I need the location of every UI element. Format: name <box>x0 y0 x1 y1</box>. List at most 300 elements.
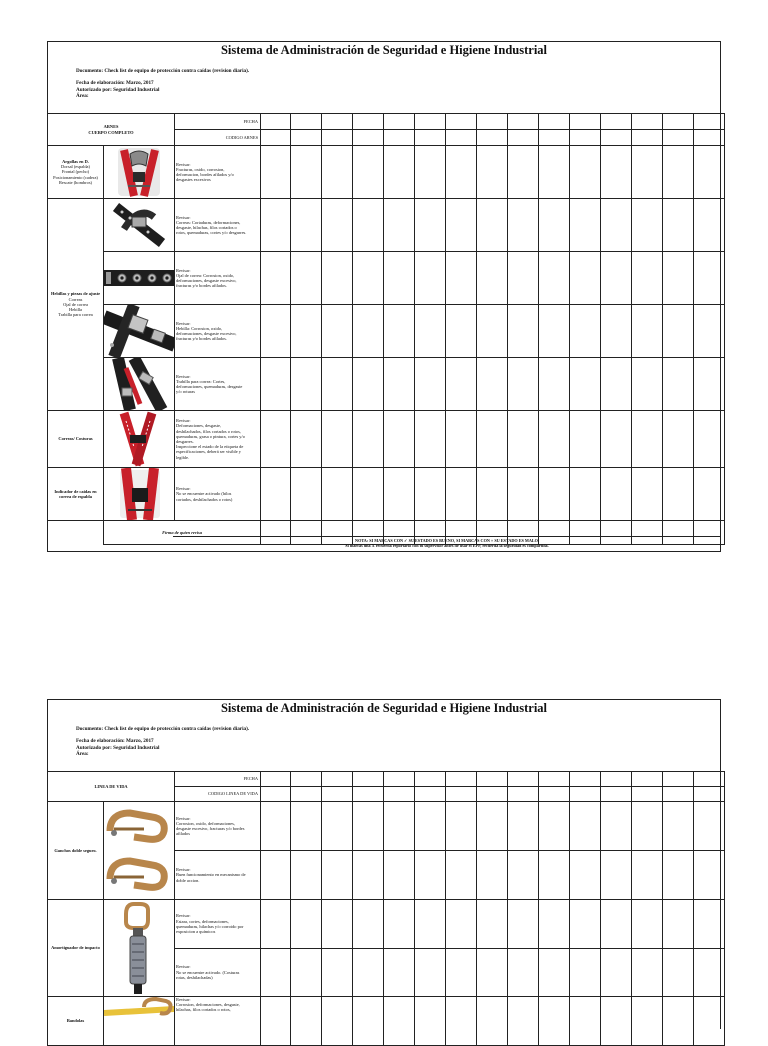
check-cell[interactable] <box>384 146 415 199</box>
review-line: doble accion. <box>176 877 200 883</box>
check-cell[interactable] <box>539 900 570 949</box>
check-cell[interactable] <box>632 199 663 252</box>
fecha-label: FECHA <box>175 114 261 130</box>
section-title-line1: ARNES <box>103 124 119 130</box>
check-cell[interactable] <box>261 146 291 199</box>
check-cell[interactable] <box>508 468 539 521</box>
check-cell[interactable] <box>446 802 477 851</box>
check-cell[interactable] <box>601 851 632 900</box>
check-cell[interactable] <box>353 146 384 199</box>
check-cell[interactable] <box>353 199 384 252</box>
check-cell[interactable] <box>322 252 353 305</box>
check-cell[interactable] <box>632 468 663 521</box>
codigo-cell[interactable] <box>601 130 632 146</box>
review-line: Revisar: <box>176 267 191 273</box>
check-cell[interactable] <box>353 851 384 900</box>
check-cell[interactable] <box>261 802 291 851</box>
codigo-cell[interactable] <box>384 130 415 146</box>
check-cell[interactable] <box>322 468 353 521</box>
check-cell[interactable] <box>694 199 725 252</box>
check-cell[interactable] <box>261 948 291 997</box>
check-cell[interactable] <box>539 411 570 468</box>
check-cell[interactable] <box>508 851 539 900</box>
check-cell[interactable] <box>353 358 384 411</box>
review-line: Revisar: <box>176 486 191 492</box>
snap-hook-icon <box>104 803 175 899</box>
check-cell[interactable] <box>694 468 725 521</box>
fecha-cell[interactable] <box>384 772 415 787</box>
check-cell[interactable] <box>322 358 353 411</box>
check-cell[interactable] <box>539 146 570 199</box>
check-cell[interactable] <box>570 358 601 411</box>
codigo-cell[interactable] <box>539 130 570 146</box>
check-cell[interactable] <box>353 802 384 851</box>
check-cell[interactable] <box>322 305 353 358</box>
check-cell[interactable] <box>446 305 477 358</box>
review-line: deformaciones, desgaste excesivo, <box>176 278 237 283</box>
checklist-sheet-linea-de-vida <box>47 699 721 1029</box>
codigo-cell[interactable] <box>322 787 353 802</box>
check-cell[interactable] <box>477 199 508 252</box>
section-title-line2: CUERPO COMPLETO <box>88 129 134 135</box>
check-cell[interactable] <box>291 305 322 358</box>
codigo-cell[interactable] <box>446 130 477 146</box>
review-line: Trabilla para correa: Cortes, <box>176 378 226 384</box>
check-cell[interactable] <box>539 802 570 851</box>
stitching-image <box>104 411 175 468</box>
check-cell[interactable] <box>663 252 694 305</box>
check-cell[interactable] <box>694 851 725 900</box>
review-line: Correas: Cortaduras, deformaciones, <box>176 219 241 225</box>
check-cell[interactable] <box>570 997 601 1046</box>
check-cell[interactable] <box>601 305 632 358</box>
check-cell[interactable] <box>632 252 663 305</box>
check-cell[interactable] <box>322 146 353 199</box>
check-cell[interactable] <box>694 252 725 305</box>
review-cell <box>175 948 261 997</box>
check-cell[interactable] <box>261 252 291 305</box>
codigo-cell[interactable] <box>353 787 384 802</box>
group-sub-line: Posicionamiento (cadera) <box>53 174 98 180</box>
check-cell[interactable] <box>291 146 322 199</box>
check-cell[interactable] <box>570 948 601 997</box>
check-cell[interactable] <box>632 997 663 1046</box>
check-cell[interactable] <box>477 411 508 468</box>
check-cell[interactable] <box>601 146 632 199</box>
check-cell[interactable] <box>694 146 725 199</box>
group-argollas <box>48 146 104 199</box>
check-cell[interactable] <box>353 900 384 949</box>
check-cell[interactable] <box>384 358 415 411</box>
review-cell <box>175 252 261 305</box>
check-cell[interactable] <box>384 305 415 358</box>
check-cell[interactable] <box>446 252 477 305</box>
review-line: Revisar: <box>176 997 191 1002</box>
review-line: desgaste, hilachas, filos cortados o <box>176 225 237 230</box>
codigo-cell[interactable] <box>291 787 322 802</box>
fecha-cell[interactable] <box>446 772 477 787</box>
codigo-cell[interactable] <box>261 130 291 146</box>
check-cell[interactable] <box>261 358 291 411</box>
check-cell[interactable] <box>291 199 322 252</box>
check-cell[interactable] <box>415 802 446 851</box>
fecha-cell[interactable] <box>477 114 508 130</box>
check-cell[interactable] <box>632 305 663 358</box>
check-cell[interactable] <box>415 252 446 305</box>
check-cell[interactable] <box>508 146 539 199</box>
check-cell[interactable] <box>570 252 601 305</box>
fecha-cell[interactable] <box>384 114 415 130</box>
fecha-cell[interactable] <box>322 772 353 787</box>
fecha-cell[interactable] <box>291 114 322 130</box>
strap-buckle-icon <box>104 199 175 251</box>
check-cell[interactable] <box>477 948 508 997</box>
check-cell[interactable] <box>384 851 415 900</box>
check-cell[interactable] <box>508 997 539 1046</box>
check-cell[interactable] <box>322 997 353 1046</box>
check-cell[interactable] <box>261 900 291 949</box>
check-cell[interactable] <box>570 900 601 949</box>
review-line: Corrosion, deformaciones, desgaste, <box>176 1002 240 1008</box>
group-bandolas: Bandolas <box>48 997 104 1046</box>
review-cell <box>175 851 261 900</box>
check-cell[interactable] <box>663 900 694 949</box>
check-cell[interactable] <box>353 305 384 358</box>
fecha-cell[interactable] <box>663 114 694 130</box>
check-cell[interactable] <box>291 358 322 411</box>
check-cell[interactable] <box>663 948 694 997</box>
group-sub-line: Frontal (pecho) <box>61 169 90 175</box>
document-info <box>76 726 249 758</box>
check-cell[interactable] <box>663 411 694 468</box>
check-cell[interactable] <box>539 358 570 411</box>
group-indicador: Indicador de caídas en correa de espalda <box>48 468 104 521</box>
review-line: deformacion, bordes afilados y/o <box>176 172 234 177</box>
fecha-cell[interactable] <box>601 772 632 787</box>
fecha-cell[interactable] <box>570 772 601 787</box>
check-cell[interactable] <box>384 900 415 949</box>
fecha-cell[interactable] <box>353 772 384 787</box>
check-cell[interactable] <box>446 358 477 411</box>
check-cell[interactable] <box>322 411 353 468</box>
fecha-cell[interactable] <box>663 772 694 787</box>
group-sub-line: Dorsal (espalda) <box>61 164 90 170</box>
codigo-cell[interactable] <box>508 787 539 802</box>
check-cell[interactable] <box>446 997 477 1046</box>
check-cell[interactable] <box>322 851 353 900</box>
check-cell[interactable] <box>291 997 322 1046</box>
check-cell[interactable] <box>632 900 663 949</box>
codigo-cell[interactable] <box>508 130 539 146</box>
check-cell[interactable] <box>446 900 477 949</box>
check-cell[interactable] <box>570 411 601 468</box>
check-cell[interactable] <box>539 468 570 521</box>
check-cell[interactable] <box>539 948 570 997</box>
check-cell[interactable] <box>508 305 539 358</box>
check-cell[interactable] <box>415 997 446 1046</box>
fecha-cell[interactable] <box>353 114 384 130</box>
check-cell[interactable] <box>694 305 725 358</box>
document-name: Documento: Check list de equipo de protección contra caídas (revision diaria). <box>76 726 250 732</box>
review-cell <box>175 900 261 949</box>
fecha-cell[interactable] <box>477 772 508 787</box>
codigo-cell[interactable] <box>570 787 601 802</box>
footer-note <box>174 538 720 548</box>
review-line: Revisar: <box>176 373 191 379</box>
codigo-cell[interactable] <box>384 787 415 802</box>
group-sub-line: Hebilla <box>69 307 82 313</box>
check-cell[interactable] <box>663 358 694 411</box>
check-cell[interactable] <box>353 948 384 997</box>
check-cell[interactable] <box>353 997 384 1046</box>
check-cell[interactable] <box>261 305 291 358</box>
check-cell[interactable] <box>601 358 632 411</box>
check-cell[interactable] <box>477 252 508 305</box>
check-cell[interactable] <box>322 199 353 252</box>
check-cell[interactable] <box>415 411 446 468</box>
fecha-cell[interactable] <box>694 772 725 787</box>
check-cell[interactable] <box>322 802 353 851</box>
check-cell[interactable] <box>601 468 632 521</box>
codigo-label: CODIGO LINEA DE VIDA <box>175 787 261 802</box>
fecha-cell[interactable] <box>539 772 570 787</box>
group-hebillas <box>48 199 104 411</box>
check-cell[interactable] <box>601 252 632 305</box>
check-cell[interactable] <box>384 948 415 997</box>
check-cell[interactable] <box>415 358 446 411</box>
check-cell[interactable] <box>694 802 725 851</box>
check-cell[interactable] <box>384 468 415 521</box>
review-line: deformaciones, desgaste excesivo, <box>176 331 237 336</box>
check-cell[interactable] <box>291 252 322 305</box>
check-cell[interactable] <box>477 802 508 851</box>
fecha-cell[interactable] <box>570 114 601 130</box>
strap-keeper-image <box>104 358 175 411</box>
check-cell[interactable] <box>570 305 601 358</box>
group-sub-line: Ojal de correa <box>63 301 88 307</box>
check-cell[interactable] <box>446 851 477 900</box>
check-cell[interactable] <box>570 146 601 199</box>
codigo-cell[interactable] <box>415 130 446 146</box>
check-cell[interactable] <box>632 948 663 997</box>
fecha-cell[interactable] <box>694 114 725 130</box>
check-cell[interactable] <box>446 199 477 252</box>
codigo-cell[interactable] <box>261 787 291 802</box>
fecha-cell[interactable] <box>508 772 539 787</box>
check-cell[interactable] <box>694 358 725 411</box>
check-cell[interactable] <box>415 305 446 358</box>
review-line: legible. <box>176 454 190 460</box>
check-cell[interactable] <box>261 851 291 900</box>
check-cell[interactable] <box>415 146 446 199</box>
codigo-cell[interactable] <box>663 787 694 802</box>
check-cell[interactable] <box>322 948 353 997</box>
check-cell[interactable] <box>384 411 415 468</box>
check-cell[interactable] <box>663 997 694 1046</box>
check-cell[interactable] <box>601 411 632 468</box>
codigo-cell[interactable] <box>415 787 446 802</box>
check-cell[interactable] <box>632 146 663 199</box>
check-cell[interactable] <box>508 411 539 468</box>
check-cell[interactable] <box>353 468 384 521</box>
fecha-cell[interactable] <box>291 772 322 787</box>
check-cell[interactable] <box>694 948 725 997</box>
check-cell[interactable] <box>415 468 446 521</box>
fecha-cell[interactable] <box>415 772 446 787</box>
codigo-cell[interactable] <box>353 130 384 146</box>
check-cell[interactable] <box>477 997 508 1046</box>
check-cell[interactable] <box>353 252 384 305</box>
fecha-cell[interactable] <box>632 114 663 130</box>
review-line: Revisar: <box>176 320 191 326</box>
check-cell[interactable] <box>570 199 601 252</box>
check-cell[interactable] <box>632 851 663 900</box>
check-cell[interactable] <box>291 851 322 900</box>
review-line: Inspeccione el estado de la etiqueta de <box>176 444 244 450</box>
check-cell[interactable] <box>291 900 322 949</box>
review-cell <box>175 468 261 521</box>
section-title-linea: LINEA DE VIDA <box>48 772 175 802</box>
check-cell[interactable] <box>322 900 353 949</box>
check-cell[interactable] <box>477 851 508 900</box>
check-cell[interactable] <box>446 948 477 997</box>
codigo-cell[interactable] <box>663 130 694 146</box>
fecha-cell[interactable] <box>261 772 291 787</box>
check-cell[interactable] <box>415 948 446 997</box>
codigo-cell[interactable] <box>477 130 508 146</box>
double-lock-hooks-image <box>104 802 175 900</box>
check-cell[interactable] <box>601 802 632 851</box>
check-cell[interactable] <box>632 358 663 411</box>
check-cell[interactable] <box>601 199 632 252</box>
check-cell[interactable] <box>508 900 539 949</box>
check-cell[interactable] <box>446 468 477 521</box>
check-cell[interactable] <box>539 252 570 305</box>
check-cell[interactable] <box>477 468 508 521</box>
fecha-cell[interactable] <box>261 114 291 130</box>
review-line: rotas, deshilachadas) <box>176 974 213 980</box>
check-cell[interactable] <box>601 900 632 949</box>
check-cell[interactable] <box>261 199 291 252</box>
elaboration-date: Fecha de elaboración: Marzo, 2017 <box>76 738 154 745</box>
check-cell[interactable] <box>570 468 601 521</box>
check-cell[interactable] <box>601 948 632 997</box>
check-cell[interactable] <box>508 802 539 851</box>
check-cell[interactable] <box>601 997 632 1046</box>
fecha-cell[interactable] <box>508 114 539 130</box>
check-cell[interactable] <box>384 199 415 252</box>
codigo-cell[interactable] <box>694 787 725 802</box>
codigo-cell[interactable] <box>632 130 663 146</box>
check-cell[interactable] <box>353 411 384 468</box>
check-cell[interactable] <box>694 997 725 1046</box>
codigo-cell[interactable] <box>539 787 570 802</box>
codigo-cell[interactable] <box>477 787 508 802</box>
check-cell[interactable] <box>632 411 663 468</box>
check-cell[interactable] <box>415 199 446 252</box>
codigo-cell[interactable] <box>446 787 477 802</box>
fecha-cell[interactable] <box>632 772 663 787</box>
check-cell[interactable] <box>663 851 694 900</box>
check-cell[interactable] <box>291 468 322 521</box>
check-cell[interactable] <box>384 802 415 851</box>
check-cell[interactable] <box>291 411 322 468</box>
check-cell[interactable] <box>539 199 570 252</box>
fecha-cell[interactable] <box>415 114 446 130</box>
check-cell[interactable] <box>632 802 663 851</box>
check-cell[interactable] <box>508 358 539 411</box>
check-cell[interactable] <box>694 411 725 468</box>
check-cell[interactable] <box>415 851 446 900</box>
check-cell[interactable] <box>291 948 322 997</box>
check-cell[interactable] <box>663 305 694 358</box>
buckle-icon <box>104 305 175 357</box>
strap-image <box>104 199 175 252</box>
review-line: quemaduras, hilachas y/o corroido por <box>176 923 244 929</box>
check-cell[interactable] <box>384 997 415 1046</box>
fecha-cell[interactable] <box>539 114 570 130</box>
check-cell[interactable] <box>508 948 539 997</box>
check-cell[interactable] <box>508 252 539 305</box>
check-cell[interactable] <box>508 199 539 252</box>
review-cell <box>175 802 261 851</box>
check-cell[interactable] <box>477 146 508 199</box>
review-line: desgaste excesivo, fracturas y/o bordes <box>176 826 245 831</box>
review-line: Revisar: <box>176 161 191 167</box>
fecha-cell[interactable] <box>601 114 632 130</box>
codigo-cell[interactable] <box>694 130 725 146</box>
group-correas: Correas/ Costuras <box>48 411 104 468</box>
review-line: Estara, cortes, deformaciones, <box>176 918 229 924</box>
check-cell[interactable] <box>570 851 601 900</box>
strap-grommet-image <box>104 252 175 305</box>
codigo-cell[interactable] <box>601 787 632 802</box>
fecha-cell[interactable] <box>446 114 477 130</box>
check-cell[interactable] <box>384 252 415 305</box>
footer-divider <box>173 536 721 537</box>
check-cell[interactable] <box>446 146 477 199</box>
check-cell[interactable] <box>446 411 477 468</box>
codigo-cell[interactable] <box>291 130 322 146</box>
check-cell[interactable] <box>477 358 508 411</box>
check-cell[interactable] <box>477 900 508 949</box>
codigo-cell[interactable] <box>322 130 353 146</box>
check-cell[interactable] <box>663 199 694 252</box>
codigo-cell[interactable] <box>632 787 663 802</box>
check-cell[interactable] <box>694 900 725 949</box>
check-cell[interactable] <box>539 851 570 900</box>
fecha-label: FECHA <box>175 772 261 787</box>
check-cell[interactable] <box>663 802 694 851</box>
check-cell[interactable] <box>663 468 694 521</box>
check-cell[interactable] <box>291 802 322 851</box>
grommet-strap-icon <box>104 252 175 304</box>
codigo-cell[interactable] <box>570 130 601 146</box>
review-line: rotos, quemaduras, cortes y/o desgarres. <box>176 230 247 236</box>
sheet-title: Sistema de Administración de Seguridad e Higiene Industrial <box>220 701 548 715</box>
check-cell[interactable] <box>261 997 291 1046</box>
check-cell[interactable] <box>261 468 291 521</box>
check-cell[interactable] <box>663 146 694 199</box>
fecha-cell[interactable] <box>322 114 353 130</box>
check-cell[interactable] <box>539 305 570 358</box>
review-line: deformaciones, quemaduras, desgaste <box>176 384 243 389</box>
check-cell[interactable] <box>570 802 601 851</box>
check-cell[interactable] <box>477 305 508 358</box>
check-cell[interactable] <box>415 900 446 949</box>
check-cell[interactable] <box>261 411 291 468</box>
check-cell[interactable] <box>539 997 570 1046</box>
